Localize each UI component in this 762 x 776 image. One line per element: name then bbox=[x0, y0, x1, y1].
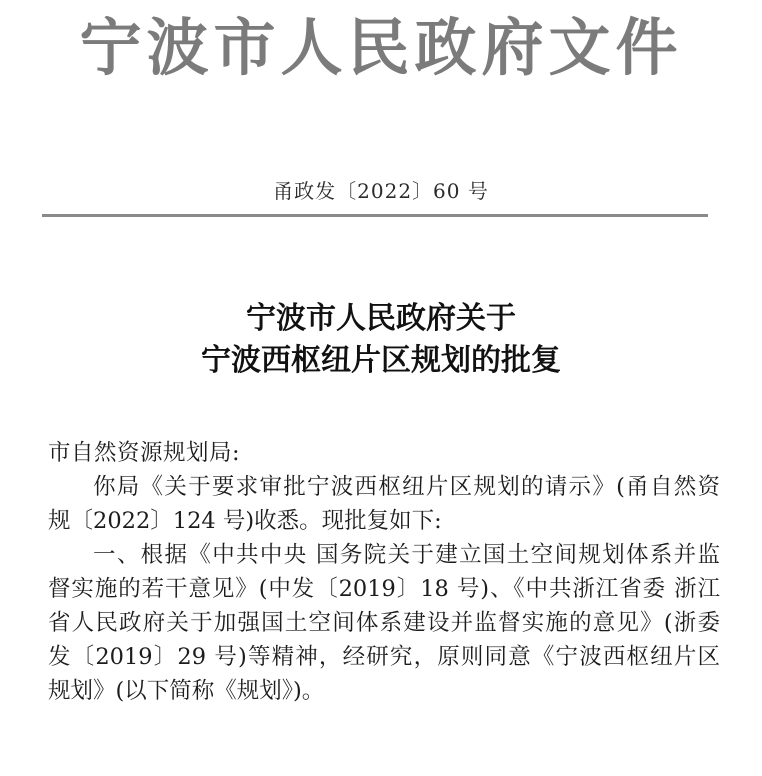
document-masthead: 宁波市人民政府文件 bbox=[79, 11, 683, 84]
salutation: 市自然资源规划局: bbox=[48, 440, 241, 466]
paragraph-line: 省人民政府关于加强国土空间体系建设并监督实施的意见》(浙委 bbox=[48, 610, 720, 636]
paragraph-line: 规划》(以下简称《规划》)。 bbox=[48, 678, 325, 704]
paragraph-line: 督实施的若干意见》(中发〔2019〕18 号)、《中共浙江省委 浙江 bbox=[48, 576, 720, 602]
paragraph-line: 规〔2022〕124 号)收悉。现批复如下: bbox=[48, 508, 442, 534]
document-body bbox=[48, 436, 720, 708]
paragraph-line: 一、根据《中共中央 国务院关于建立国土空间规划体系并监 bbox=[93, 542, 720, 568]
paragraph-reply-intro bbox=[48, 470, 720, 538]
paragraph-line: 你局《关于要求审批宁波西枢纽片区规划的请示》(甬自然资 bbox=[93, 474, 720, 500]
header-divider bbox=[42, 214, 708, 217]
document-title bbox=[0, 298, 762, 382]
title-line-2: 宁波西枢纽片区规划的批复 bbox=[201, 343, 561, 378]
document-number: 甬政发〔2022〕60 号 bbox=[273, 179, 489, 203]
paragraph-item-one bbox=[48, 538, 720, 708]
title-line-1: 宁波市人民政府关于 bbox=[246, 301, 516, 336]
paragraph-line: 发〔2019〕29 号)等精神，经研究，原则同意《宁波西枢纽片区 bbox=[48, 644, 720, 670]
